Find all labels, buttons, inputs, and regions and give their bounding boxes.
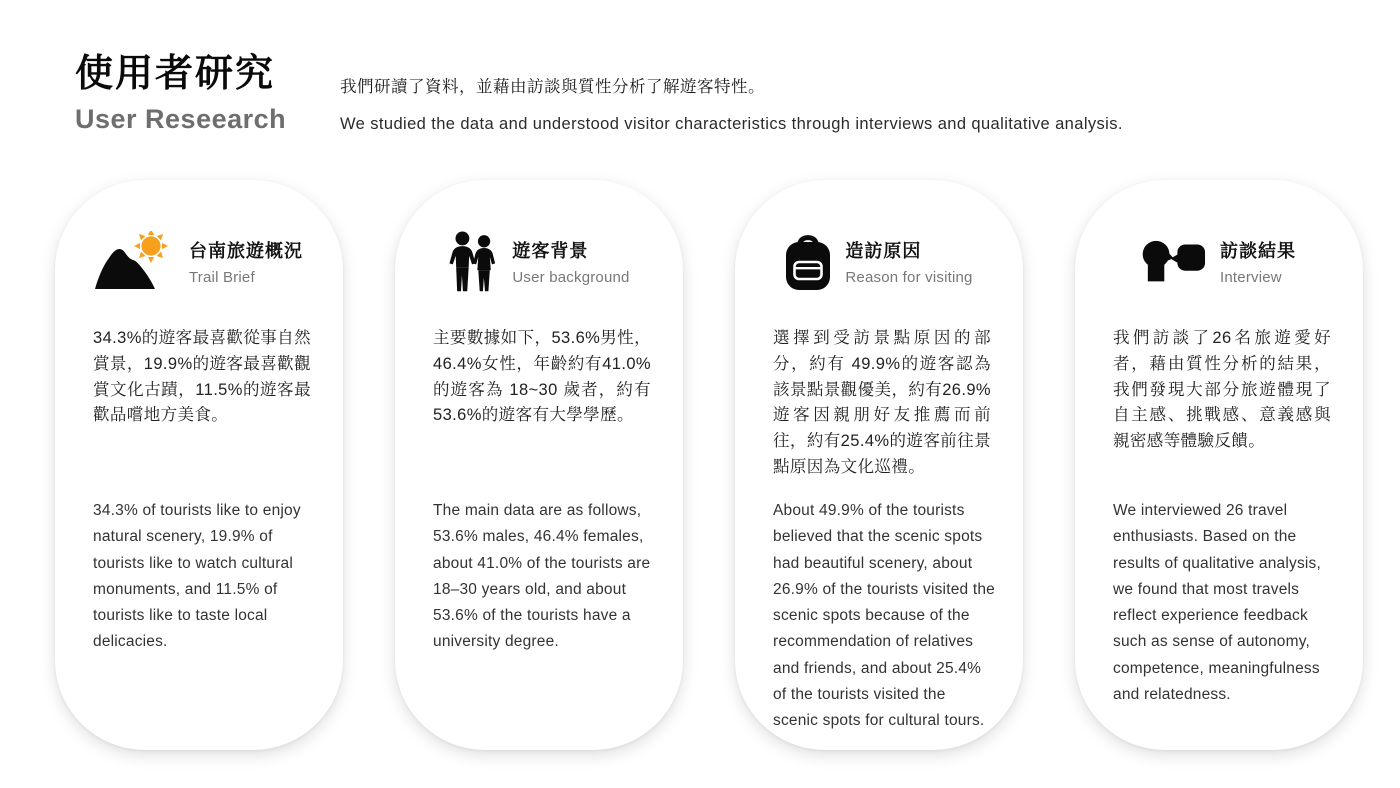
card-title-english: Trail Brief xyxy=(189,268,255,286)
card-body-chinese: 34.3%的遊客最喜歡從事自然賞景，19.9%的遊客最喜歡觀賞文化古蹟，11.5%的遊客最歡品嚐地方美食。 xyxy=(93,329,311,425)
card-titles xyxy=(845,237,972,286)
card-body-chinese: 主要數據如下，53.6%男性，46.4%女性，年齡約有41.0%的遊客為 18~30 歲者，約有53.6%的遊客有大學學歷。 xyxy=(433,329,651,425)
card-titles xyxy=(1220,237,1296,286)
card-body-chinese: 我們訪談了26名旅遊愛好者，藉由質性分析的結果，我們發現大部分旅遊體現了自主感、挑戰感、意義感與親密感等體驗反饋。 xyxy=(1113,329,1331,451)
card-title-chinese: 台南旅遊概況 xyxy=(189,240,303,261)
page-title-chinese: 使用者研究 xyxy=(75,53,276,95)
card-body-english: About 49.9% of the tourists believed that the scenic spots had beautiful scenery, about 26.9% of the tourists visited the scenic spots because of the recommendation of relatives and friends, and about 25.4% of the tourists visited the scenic spots for cultural tours. xyxy=(773,502,995,730)
card-reason-for-visiting xyxy=(735,180,1023,750)
card-title-english: Reason for visiting xyxy=(845,268,973,286)
intro-block xyxy=(340,73,1123,134)
card-title-english: Interview xyxy=(1220,268,1282,286)
card-title-chinese: 訪談結果 xyxy=(1220,240,1296,261)
intro-text-chinese: 我們研讀了資料，並藉由訪談與質性分析了解遊客特性。 xyxy=(340,78,765,96)
people-icon xyxy=(448,230,498,293)
intro-text-english: We studied the data and understood visitor characteristics through interviews and qualitative analysis. xyxy=(340,115,1123,133)
card-titles xyxy=(512,237,629,286)
card-title-chinese: 遊客背景 xyxy=(512,240,589,261)
card-header xyxy=(1075,225,1363,297)
card-user-background xyxy=(395,180,683,750)
card-title-english: User background xyxy=(512,268,630,286)
card-body-chinese: 選擇到受訪景點原因的部分，約有 49.9%的遊客認為該景點景觀優美，約有26.9%遊客因親朋好友推薦而前往，約有25.4%的遊客前往景點原因為文化巡禮。 xyxy=(773,329,991,476)
card-header xyxy=(395,225,683,297)
interview-icon xyxy=(1142,239,1206,283)
backpack-icon xyxy=(785,232,831,291)
card-trail-brief xyxy=(55,180,343,750)
page-header xyxy=(75,52,286,135)
cards-row xyxy=(55,180,1363,750)
page-title-english: User Reseearch xyxy=(75,103,287,134)
card-title-chinese: 造訪原因 xyxy=(845,240,922,261)
card-body-english: The main data are as follows, 53.6% males, 46.4% females, about 41.0% of the tourists are 18–30 years old, and about 53.6% of the tourists have a university degree. xyxy=(433,502,651,651)
card-header xyxy=(55,225,343,297)
card-interview xyxy=(1075,180,1363,750)
mountain-sun-icon xyxy=(95,231,175,291)
card-body-english: 34.3% of tourists like to enjoy natural scenery, 19.9% of tourists like to watch cultural monuments, and 11.5% of tourists like to taste local delicacies. xyxy=(93,502,301,651)
card-header xyxy=(735,225,1023,297)
card-titles xyxy=(189,237,303,286)
card-body-english: We interviewed 26 travel enthusiasts. Based on the results of qualitative analysis, we found that most travels reflect experience feedback such as sense of autonomy, competence, meaningfulness and relatedness. xyxy=(1113,502,1321,704)
